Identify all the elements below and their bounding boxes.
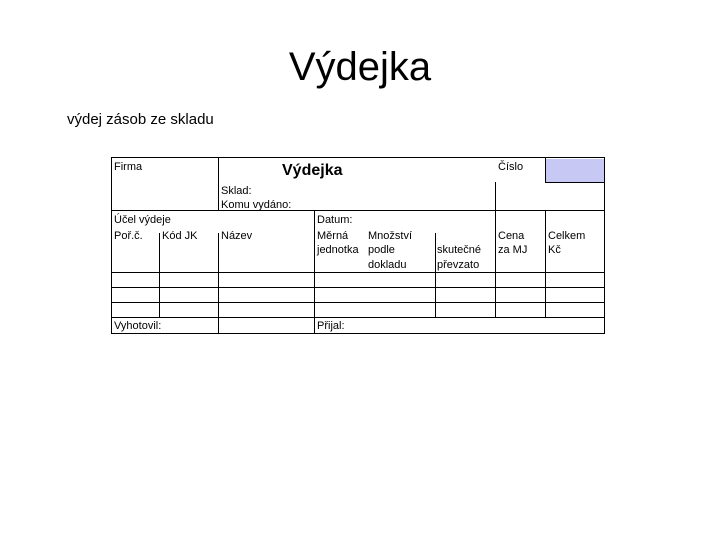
col-header-celkem: Celkem [548,230,586,242]
grid-line [112,272,604,273]
datum-label: Datum: [317,214,353,226]
grid-line [435,233,436,317]
cislo-label: Číslo [498,161,524,173]
vydejka-form [111,157,605,334]
slide-title: Výdejka [288,45,432,89]
cislo-field[interactable] [545,159,604,182]
grid-line [545,158,546,182]
form-title: Výdejka [282,162,343,179]
sklad-label: Sklad: [221,185,252,197]
slide-subtitle: výdej zásob ze skladu [67,111,214,128]
col-header-dokladu: dokladu [368,259,407,271]
grid-line [218,158,219,210]
col-header-kod-jk: Kód JK [162,230,198,242]
col-header-kc: Kč [548,244,561,256]
grid-line [495,182,496,210]
col-header-za-mj: za MJ [498,244,528,256]
col-header-por-c: Poř.č. [114,230,143,242]
grid-line [159,233,160,317]
col-header-jednotka: jednotka [317,244,359,256]
col-header-merna: Měrná [317,230,349,242]
ucel-vydeje-label: Účel výdeje [114,214,171,226]
grid-line [545,210,546,317]
vyhotovil-label: Vyhotovil: [114,320,162,332]
grid-line [112,287,604,288]
prijal-label: Přijal: [317,320,345,332]
grid-line [112,210,604,211]
col-header-prevzato: převzato [437,259,480,271]
col-header-skutecne: skutečné [437,244,482,256]
grid-line [112,302,604,303]
grid-line [495,210,496,317]
grid-line [314,210,315,333]
col-header-nazev: Název [221,230,253,242]
komu-vydano-label: Komu vydáno: [221,199,292,211]
col-header-podle: podle [368,244,395,256]
firma-label: Firma [114,161,143,173]
grid-line [218,233,219,333]
col-header-mnozstvi: Množství [368,230,413,242]
grid-line [112,317,604,318]
col-header-cena: Cena [498,230,525,242]
grid-line [545,182,604,183]
